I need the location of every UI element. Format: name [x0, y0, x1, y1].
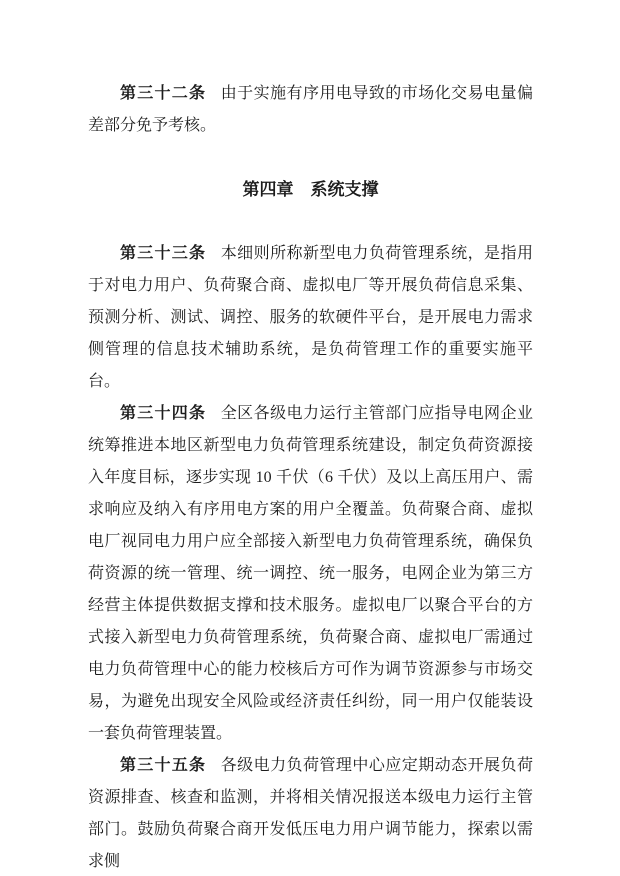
- article-34-number: 第三十四条: [120, 405, 207, 422]
- article-32-text: 由于实施有序用电导致的市场化交易电量偏差部分免予考核。: [88, 85, 533, 134]
- article-paragraph-33: [88, 238, 533, 398]
- article-33-number: 第三十三条: [120, 245, 207, 262]
- article-paragraph-32: [88, 78, 533, 142]
- article-33-text: 本细则所称新型电力负荷管理系统，是指用于对电力用户、负荷聚合商、虚拟电厂等开展负荷信息采集、预测分析、测试、调控、服务的软硬件平台，是开展电力需求侧管理的信息技术辅助系统，是负荷管理工作的重要实施平台。: [88, 245, 533, 390]
- article-paragraph-35: [88, 750, 533, 876]
- article-35-number: 第三十五条: [120, 757, 207, 774]
- chapter-heading: 第四章 系统支撑: [242, 180, 379, 199]
- article-35-text: 各级电力负荷管理中心应定期动态开展负荷资源排查、核查和监测，并将相关情况报送本级电力运行主管部门。鼓励负荷聚合商开发低压电力用户调节能力，探索以需求侧: [88, 757, 533, 870]
- article-34-text: 全区各级电力运行主管部门应指导电网企业统筹推进本地区新型电力负荷管理系统建设，制定负荷资源接入年度目标，逐步实现 10 千伏（6 千伏）及以上高压用户、需求响应及纳入有序用电方案的用户全覆盖。负荷聚合商、虚拟电厂视同电力用户应全部接入新型电力负荷管理系统，确保负荷资源的统一管理、统一调控、统一服务，电网企业为第三方经营主体提供数据支撑和技术服务。虚拟电厂以聚合平台的方式接入新型电力负荷管理系统，负荷聚合商、虚拟电厂需通过电力负荷管理中心的能力校核后方可作为调节资源参与市场交易，为避免出现安全风险或经济责任纠纷，同一用户仅能装设一套负荷管理装置。: [88, 405, 533, 742]
- article-32-number: 第三十二条: [120, 85, 207, 102]
- article-paragraph-34: [88, 398, 533, 750]
